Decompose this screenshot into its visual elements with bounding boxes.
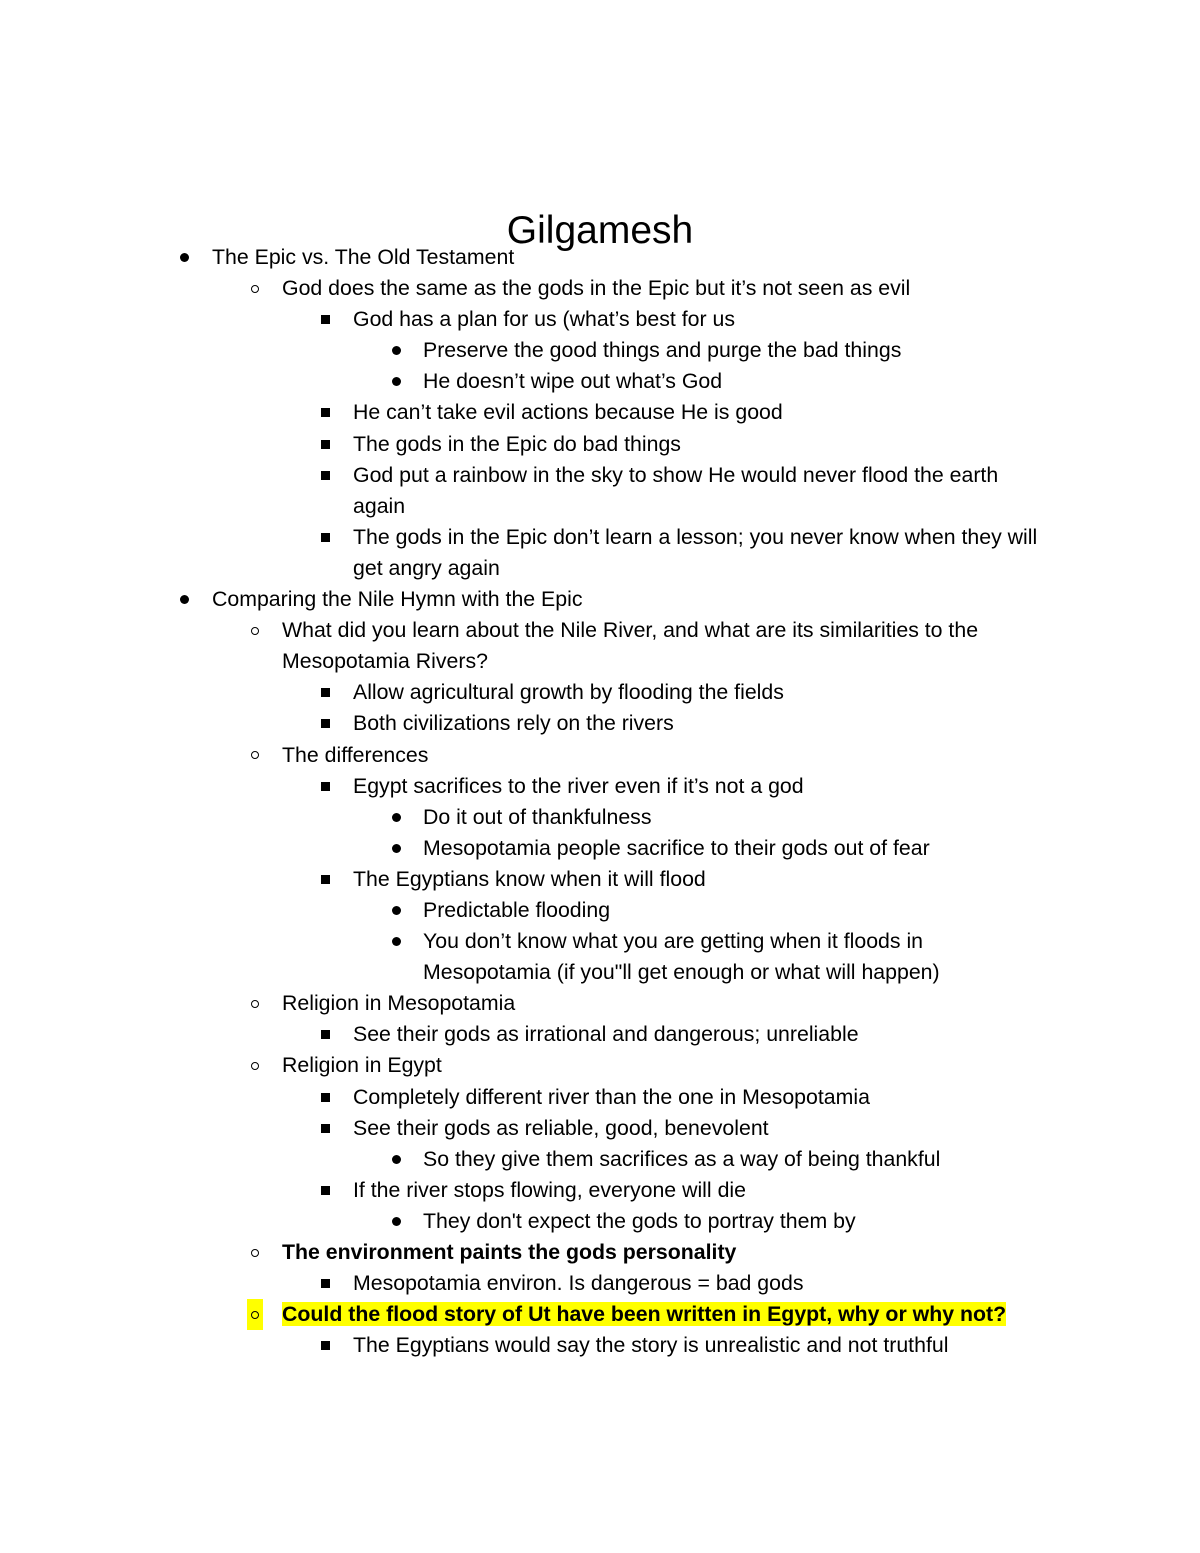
bullet-square-icon (317, 677, 333, 708)
list-item (0, 771, 1043, 802)
list-item (0, 740, 1057, 771)
list-item (0, 1050, 1057, 1081)
list-item-text: If the river stops flowing, everyone will die (353, 1177, 746, 1202)
list-item-text: Comparing the Nile Hymn with the Epic (212, 587, 583, 612)
list-item (0, 988, 1057, 1019)
bullet-square-icon (317, 460, 333, 491)
bullet-ring-icon (247, 1237, 263, 1268)
bullet-dot-icon (176, 242, 192, 273)
list-item (0, 1237, 1057, 1268)
list-item-text: The Epic vs. The Old Testament (212, 245, 515, 269)
list-item (0, 1144, 1048, 1175)
bullet-dot-icon (388, 1206, 404, 1237)
list-item-text: He can’t take evil actions because He is good (353, 400, 783, 425)
bullet-ring-icon (247, 615, 263, 646)
bullet-ring-icon (247, 273, 263, 304)
list-item-text: Preserve the good things and purge the bad things (423, 338, 902, 363)
bullet-square-icon (317, 1175, 333, 1206)
bullet-dot-icon (388, 895, 404, 926)
list-item (0, 460, 1043, 522)
list-item (0, 429, 1043, 460)
list-item-text: Completely different river than the one in Mesopotamia (353, 1084, 870, 1109)
list-item (0, 864, 1043, 895)
list-item-text: See their gods as irrational and dangerous; unreliable (353, 1022, 859, 1047)
list-item (0, 1019, 1043, 1050)
list-item-text: Allow agricultural growth by flooding the fields (353, 680, 784, 705)
list-item (0, 1268, 1043, 1299)
list-item (0, 895, 1048, 926)
list-item-text: What did you learn about the Nile River, and what are its similarities to the Mesopotamia Rivers? (282, 618, 979, 674)
list-item (0, 802, 1048, 833)
list-item-text: They don't expect the gods to portray them by (423, 1208, 856, 1233)
list-item-text: God has a plan for us (what’s best for us (353, 307, 735, 332)
list-item (0, 1113, 1043, 1144)
bullet-dot-icon (388, 335, 404, 366)
list-item (0, 366, 1048, 397)
list-item-text: So they give them sacrifices as a way of being thankful (423, 1146, 941, 1171)
list-item-text: The gods in the Epic do bad things (353, 431, 681, 456)
list-item (0, 1330, 1043, 1361)
bullet-ring-icon (247, 1299, 263, 1330)
list-item (0, 397, 1043, 428)
list-item-text: He doesn’t wipe out what’s God (423, 369, 723, 394)
bullet-square-icon (317, 1113, 333, 1144)
list-item-text: You don’t know what you are getting when it floods in Mesopotamia (if you"ll get enough or what will happen) (423, 929, 940, 985)
list-item-text: Egypt sacrifices to the river even if it’s not a god (353, 773, 804, 798)
list-item (0, 833, 1048, 864)
list-item-text: Predictable flooding (423, 897, 611, 922)
bullet-square-icon (317, 429, 333, 460)
bullet-square-icon (317, 1330, 333, 1361)
list-item (0, 926, 1048, 988)
list-item (0, 273, 1057, 304)
list-item-text: Both civilizations rely on the rivers (353, 711, 674, 736)
notes-outline (0, 242, 1200, 1361)
bullet-square-icon (317, 771, 333, 802)
list-item-text: The differences (282, 742, 429, 767)
highlighted-question: Could the flood story of Ut have been written in Egypt, why or why not? (282, 1302, 1007, 1327)
list-item (0, 335, 1048, 366)
list-item (0, 1082, 1043, 1113)
bullet-square-icon (317, 708, 333, 739)
list-item-text: See their gods as reliable, good, benevolent (353, 1115, 769, 1140)
bullet-dot-icon (388, 802, 404, 833)
list-item (0, 677, 1043, 708)
list-item (0, 615, 1057, 677)
bullet-ring-icon (247, 1050, 263, 1081)
bullet-ring-icon (247, 740, 263, 771)
bullet-square-icon (317, 304, 333, 335)
list-item (0, 242, 1052, 273)
list-item-text: The gods in the Epic don’t learn a lesson; you never know when they will get angry again (353, 524, 1038, 580)
list-item (0, 1175, 1043, 1206)
list-item (0, 584, 1052, 615)
list-item (0, 708, 1043, 739)
list-item-text: The Egyptians would say the story is unrealistic and not truthful (353, 1333, 949, 1358)
list-item-text: The environment paints the gods personality (282, 1240, 737, 1264)
bullet-square-icon (317, 864, 333, 895)
bullet-dot-icon (388, 366, 404, 397)
list-item-text: Mesopotamia environ. Is dangerous = bad gods (353, 1271, 804, 1296)
page-title: Gilgamesh (506, 209, 694, 253)
list-item (0, 522, 1043, 584)
list-item-text: Do it out of thankfulness (423, 804, 652, 829)
bullet-dot-icon (176, 584, 192, 615)
list-item-text: Mesopotamia people sacrifice to their gods out of fear (423, 835, 930, 860)
bullet-ring-icon (247, 988, 263, 1019)
bullet-dot-icon (388, 926, 404, 957)
bullet-square-icon (317, 1082, 333, 1113)
list-item (0, 1299, 1057, 1330)
list-item-text: God put a rainbow in the sky to show He would never flood the earth again (353, 462, 999, 518)
bullet-square-icon (317, 522, 333, 553)
list-item (0, 304, 1043, 335)
list-item (0, 1206, 1048, 1237)
bullet-dot-icon (388, 833, 404, 864)
bullet-square-icon (317, 1019, 333, 1050)
bullet-dot-icon (388, 1144, 404, 1175)
bullet-square-icon (317, 397, 333, 428)
list-item-text: Religion in Mesopotamia (282, 991, 516, 1016)
list-item-text: God does the same as the gods in the Epic but it’s not seen as evil (282, 276, 911, 301)
list-item-text: The Egyptians know when it will flood (353, 866, 706, 891)
bullet-square-icon (317, 1268, 333, 1299)
list-item-text: Religion in Egypt (282, 1053, 442, 1078)
